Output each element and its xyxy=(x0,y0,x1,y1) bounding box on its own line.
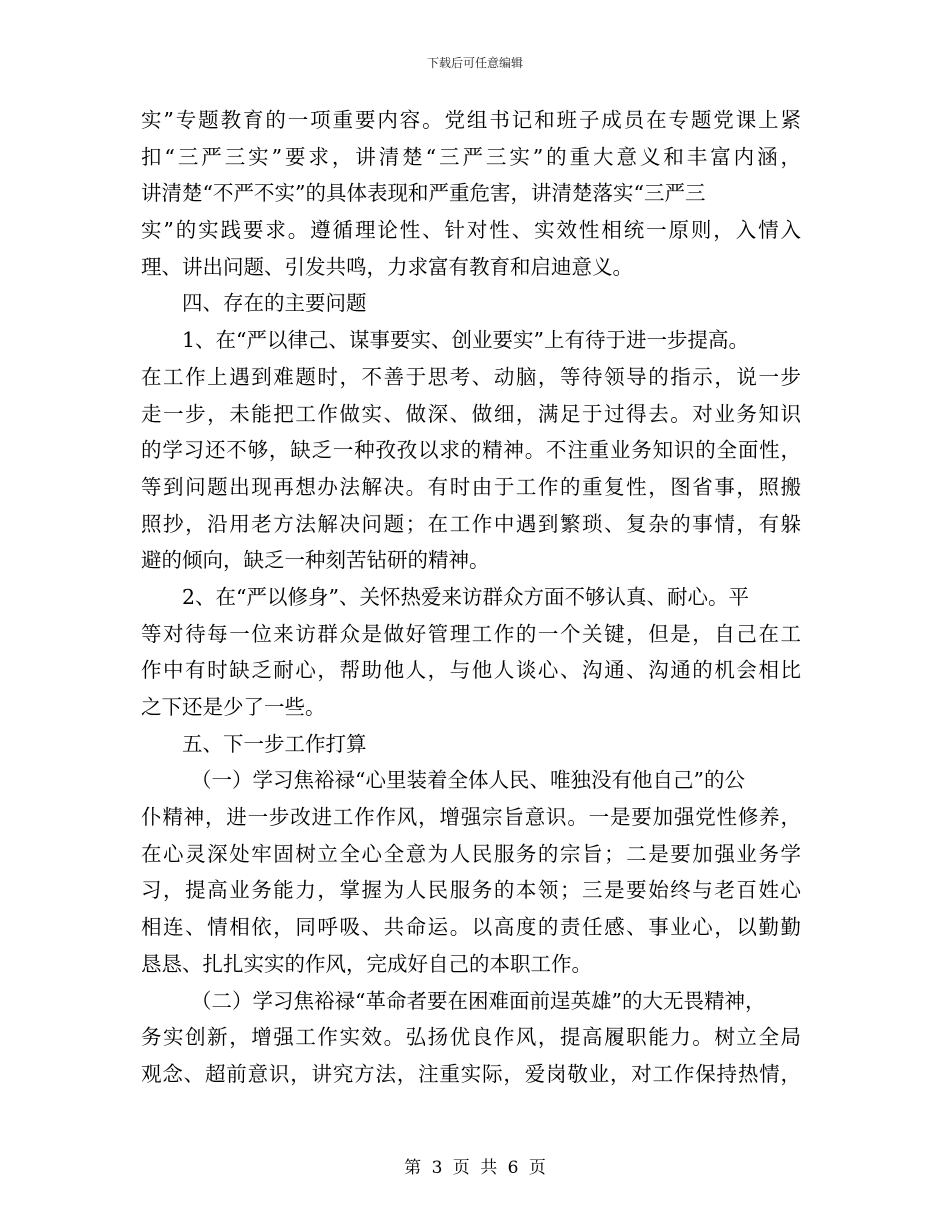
text-line: 五、下一步工作打算 xyxy=(182,731,367,756)
text-line: 理、讲出问题、引发共鸣，力求富有教育和启迪意义。 xyxy=(141,254,633,279)
page-header: 下载后可任意编辑 xyxy=(426,56,523,70)
text-line: 照抄，沿用老方法解决问题；在工作中遇到繁琐、复杂的事情，有躲 xyxy=(141,511,801,536)
text-line: 观念、超前意识，讲究方法，注重实际，爱岗敬业，对工作保持热情， xyxy=(141,1061,801,1086)
text-line: 1、在“严以律己、谋事要实、创业要实”上有待于进一步提高。 xyxy=(182,328,750,353)
text-line: 2、在“严以修身”、关怀热爱来访群众方面不够认真、耐心。平 xyxy=(182,584,750,609)
text-line: 之下还是少了一些。 xyxy=(141,695,326,719)
text-line: 恳恳、扎扎实实的作风，完成好自己的本职工作。 xyxy=(141,951,592,976)
page-footer: 第 3 页 共 6 页 xyxy=(404,1158,546,1178)
text-line: 等到问题出现再想办法解决。有时由于工作的重复性，图省事，照搬 xyxy=(141,474,801,499)
text-line: 等对待每一位来访群众是做好管理工作的一个关键，但是，自己在工 xyxy=(141,621,801,646)
text-line: （一）学习焦裕禄“心里装着全体人民、唯独没有他自己”的公 xyxy=(191,768,745,793)
text-line: 仆精神，进一步改进工作作风，增强宗旨意识。一是要加强党性修养， xyxy=(141,805,801,830)
text-line: 实”专题教育的一项重要内容。党组书记和班子成员在专题党课上紧 xyxy=(141,108,801,132)
document-body xyxy=(141,102,801,1093)
text-line: 务实创新，增强工作实效。弘扬优良作风，提高履职能力。树立全局 xyxy=(141,1025,801,1050)
text-line: 实”的实践要求。遵循理论性、针对性、实效性相统一原则，入情入 xyxy=(141,218,801,243)
text-line: 在心灵深处牢固树立全心全意为人民服务的宗旨；二是要加强业务学 xyxy=(141,841,801,866)
text-line: 四、存在的主要问题 xyxy=(182,291,367,316)
text-line: 在工作上遇到难题时，不善于思考、动脑，等待领导的指示，说一步 xyxy=(141,364,801,389)
text-line: 的学习还不够，缺乏一种孜孜以求的精神。不注重业务知识的全面性， xyxy=(141,438,801,463)
text-line: 走一步，未能把工作做实、做深、做细，满足于过得去。对业务知识 xyxy=(141,401,801,426)
text-line: 扣“三严三实”要求，讲清楚“三严三实”的重大意义和丰富内涵， xyxy=(141,144,801,169)
text-line: 讲清楚“不严不实”的具体表现和严重危害，讲清楚落实“三严三 xyxy=(141,181,706,206)
text-line: 作中有时缺乏耐心，帮助他人，与他人谈心、沟通、沟通的机会相比 xyxy=(141,658,801,683)
text-line: 避的倾向，缺乏一种刻苦钻研的精神。 xyxy=(141,548,490,573)
text-line: （二）学习焦裕禄“革命者要在困难面前逞英雄”的大无畏精神， xyxy=(191,988,766,1013)
text-line: 相连、情相依，同呼吸、共命运。以高度的责任感、事业心，以勤勤 xyxy=(141,915,801,940)
text-line: 习，提高业务能力，掌握为人民服务的本领；三是要始终与老百姓心 xyxy=(141,878,801,903)
